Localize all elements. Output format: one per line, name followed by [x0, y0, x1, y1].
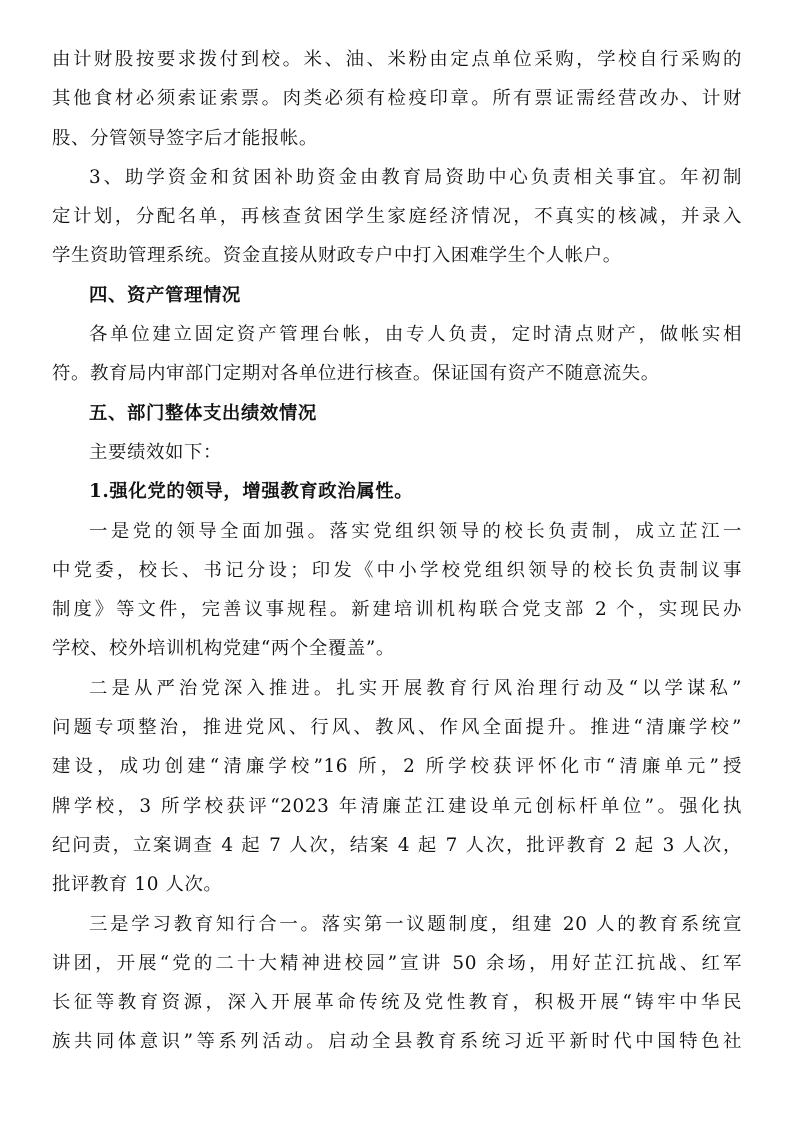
paragraph-line: 批评教育 10 人次。 [52, 874, 223, 896]
paragraph-line: 长征等教育资源，深入开展革命传统及党性教育，积极开展“铸牢中华民 [52, 992, 742, 1014]
paragraph-line: 定计划，分配名单，再核查贫困学生家庭经济情况，不真实的核减，并录入 [52, 206, 742, 228]
paragraph-line: 二是从严治党深入推进。扎实开展教育行风治理行动及“以学谋私” [89, 677, 742, 699]
paragraph-line: 纪问责，立案调查 4 起 7 人次，结案 4 起 7 人次，批评教育 2 起 3 人次， [52, 834, 742, 856]
paragraph-line: 学校、校外培训机构党建“两个全覆盖”。 [52, 638, 395, 660]
paragraph-line: 牌学校，3 所学校获评“2023 年清廉芷江建设单元创标杆单位”。强化执 [52, 795, 742, 817]
paragraph-line: 由计财股按要求拨付到校。米、油、米粉由定点单位采购，学校自行采购的 [52, 49, 742, 70]
paragraph-line: 族共同体意识”等系列活动。启动全县教育系统习近平新时代中国特色社 [52, 1031, 742, 1053]
paragraph-line: 中党委，校长、书记分设；印发《中小学校党组织领导的校长负责制议事 [52, 559, 742, 581]
paragraph-line: 其他食材必须索证索票。肉类必须有检疫印章。所有票证需经营改办、计财 [52, 88, 742, 110]
paragraph-line: 问题专项整治，推进党风、行风、教风、作风全面提升。推进“清廉学校” [52, 717, 742, 739]
section-heading: 1.强化党的领导，增强教育政治属性。 [89, 481, 414, 503]
document-page [52, 40, 742, 1062]
paragraph-line: 符。教育局内审部门定期对各单位进行核查。保证国有资产不随意流失。 [52, 363, 660, 385]
paragraph-line: 3、助学资金和贫困补助资金由教育局资助中心负责相关事宜。年初制 [89, 166, 742, 188]
paragraph-line: 主要绩效如下： [89, 441, 222, 463]
paragraph-line: 一是党的领导全面加强。落实党组织领导的校长负责制，成立芷江一 [89, 520, 742, 542]
paragraph-line: 建设，成功创建“清廉学校”16 所，2 所学校获评怀化市“清廉单元”授 [52, 756, 742, 778]
section-heading: 四、资产管理情况 [89, 284, 241, 306]
paragraph-line: 各单位建立固定资产管理台帐，由专人负责，定时清点财产，做帐实相 [89, 324, 742, 346]
paragraph-line: 股、分管领导签字后才能报帐。 [52, 127, 318, 149]
paragraph-line: 讲团，开展“党的二十大精神进校园”宣讲 50 余场，用好芷江抗战、红军 [52, 952, 742, 974]
paragraph-line: 制度》等文件，完善议事规程。新建培训机构联合党支部 2 个，实现民办 [52, 599, 742, 621]
paragraph-line: 三是学习教育知行合一。落实第一议题制度，组建 20 人的教育系统宣 [89, 913, 742, 935]
paragraph-line: 学生资助管理系统。资金直接从财政专户中打入困难学生个人帐户。 [52, 245, 622, 267]
section-heading: 五、部门整体支出绩效情况 [89, 402, 317, 424]
